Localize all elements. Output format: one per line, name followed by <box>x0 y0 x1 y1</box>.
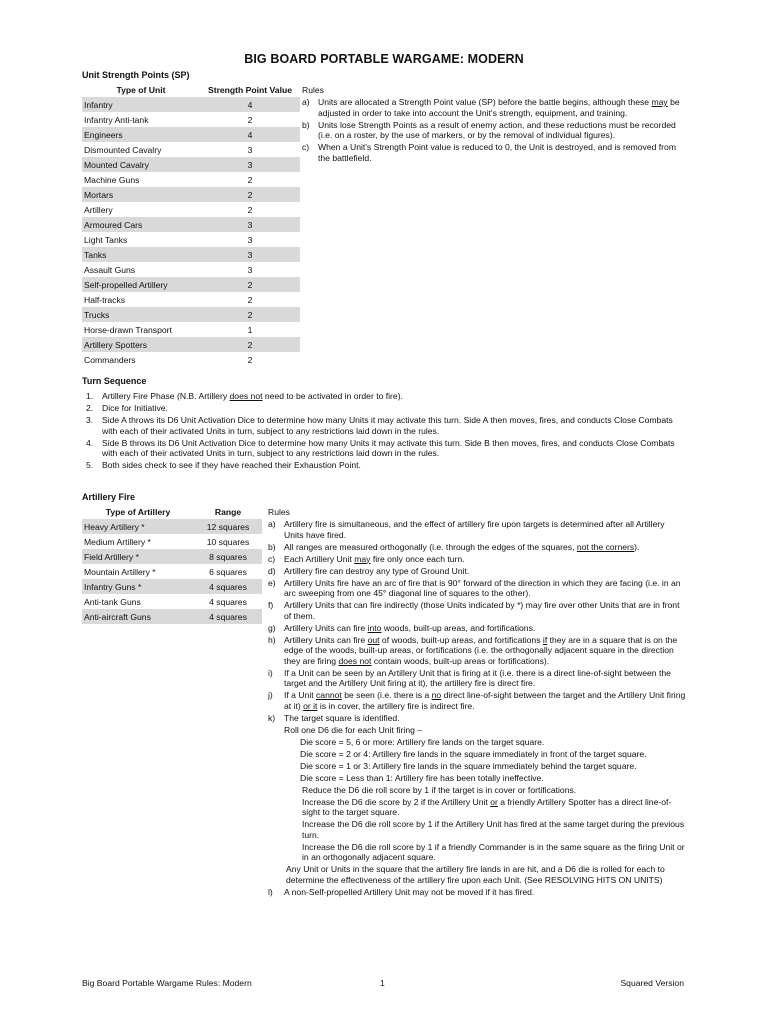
turn-item: 2. Dice for Initiative. <box>86 403 168 413</box>
art-cell-value: 6 squares <box>209 566 247 577</box>
sp-cell-value: 4 <box>200 97 300 112</box>
sp-rule-a: a) Units are allocated a Strength Point value (SP) before the battle begins, although these may be adjusted in order to take into account the Unit's strength, equipment, and training. <box>302 97 680 118</box>
art-die-3: Die score = 1 or 3: Artillery fire lands in the square immediately behind the target square. <box>300 760 637 771</box>
sp-cell-type: Mounted Cavalry <box>82 157 200 172</box>
art-cell-type: Infantry Guns * <box>82 579 194 594</box>
sp-row <box>82 247 300 262</box>
art-cell-value: 8 squares <box>194 549 262 564</box>
art-rules-header: Rules <box>268 507 290 517</box>
sp-row <box>82 262 300 277</box>
art-cell-type: Mountain Artillery * <box>84 566 156 577</box>
sp-rules-header: Rules <box>302 85 324 95</box>
art-cell-value: 4 squares <box>209 596 247 607</box>
art-rule-l: l) A non-Self-propelled Artillery Unit may not be moved if it has fired. <box>268 886 535 897</box>
art-roll: Roll one D6 die for each Unit firing – <box>284 724 423 735</box>
art-cell-type: Field Artillery * <box>82 549 194 564</box>
art-cell-value: 12 squares <box>194 519 262 534</box>
sp-rule-c: c) When a Unit's Strength Point value is reduced to 0, the Unit is destroyed, and is removed from the battlefield. <box>302 142 676 163</box>
turn-section-title: Turn Sequence <box>82 376 147 386</box>
turn-item: 4. Side B throws its D6 Unit Activation Dice to determine how many Units it may activate this turn. Side B then moves, fires, and conducts Close Combats with each of their activated Units in turn, subject to any restrictions laid down in the rules. <box>86 437 675 458</box>
art-rule-j: j) If a Unit cannot be seen (i.e. there is a no direct line-of-sight between the target and the Artillery Unit firing at it) or it is in cover, the artillery fire is indirect fire. <box>268 690 686 711</box>
sp-cell-type: Armoured Cars <box>82 217 200 232</box>
sp-row <box>82 217 300 232</box>
turn-sequence-list <box>86 391 686 472</box>
sp-cell-type: Mortars <box>82 187 200 202</box>
sp-cell-type: Dismounted Cavalry <box>84 144 162 155</box>
art-any: Any Unit or Units in the square that the artillery fire lands in are hit, and a D6 die is rolled for each to determine the effectiveness of the artillery fire upon each Unit. (See RESOLVING HITS ON UNITS) <box>286 864 665 885</box>
sp-cell-type: Infantry Anti-tank <box>84 114 149 125</box>
sp-cell-type: Trucks <box>82 307 200 322</box>
sp-row <box>82 322 300 337</box>
sp-cell-value: 2 <box>200 277 300 292</box>
sp-cell-type: Engineers <box>82 127 200 142</box>
art-row <box>82 564 262 579</box>
sp-row <box>82 187 300 202</box>
art-die-4: Die score = Less than 1: Artillery fire has been totally ineffective. <box>300 772 544 783</box>
art-row <box>82 534 262 549</box>
sp-cell-value: 4 <box>200 127 300 142</box>
sp-cell-type: Infantry <box>82 97 200 112</box>
sp-row <box>82 307 300 322</box>
art-rule-c: c) Each Artillery Unit may fire only once each turn. <box>268 553 465 564</box>
turn-item: 1. Artillery Fire Phase (N.B. Artillery does not need to be activated in order to fire). <box>86 391 403 401</box>
art-mod-2: Increase the D6 die score by 2 if the Artillery Unit or a friendly Artillery Spotter has a direct line-of-sight to the target square. <box>302 796 672 817</box>
art-col-type: Type of Artillery <box>105 507 171 517</box>
art-row <box>82 549 262 564</box>
art-cell-type: Medium Artillery * <box>84 536 151 547</box>
art-cell-value: 10 squares <box>206 536 250 547</box>
artillery-rules <box>268 507 686 899</box>
sp-cell-type: Light Tanks <box>84 234 128 245</box>
art-cell-type: Heavy Artillery * <box>82 519 194 534</box>
sp-cell-value: 2 <box>247 354 253 365</box>
sp-row <box>82 112 300 127</box>
sp-rule-b: b) Units lose Strength Points as a result of enemy action, and these reductions must be recorded (i.e. on a roster, by the use of markers, or by the removal of individual figures). <box>302 119 676 140</box>
sp-row <box>82 232 300 247</box>
sp-row <box>82 292 300 307</box>
sp-cell-value: 1 <box>247 324 253 335</box>
sp-col-type: Type of Unit <box>116 85 166 95</box>
sp-col-value: Strength Point Value <box>207 85 293 95</box>
art-cell-type: Anti-aircraft Guns <box>82 609 194 624</box>
sp-cell-value: 2 <box>247 294 253 305</box>
sp-cell-value: 2 <box>200 187 300 202</box>
sp-cell-value: 3 <box>200 247 300 262</box>
sp-rules <box>302 85 686 165</box>
sp-row <box>82 142 300 157</box>
art-mod-3: Increase the D6 die roll score by 1 if the Artillery Unit has fired at the same target during the previous turn. <box>302 819 685 840</box>
artillery-section-title: Artillery Fire <box>82 492 136 502</box>
sp-cell-value: 2 <box>247 174 253 185</box>
art-cell-value: 4 squares <box>194 609 262 624</box>
turn-item: 5. Both sides check to see if they have reached their Exhaustion Point. <box>86 460 361 470</box>
sp-cell-type: Commanders <box>84 354 136 365</box>
art-cell-value: 4 squares <box>194 579 262 594</box>
art-rule-a: a) Artillery fire is simultaneous, and the effect of artillery fire upon targets is determined after all Artillery Units have fired. <box>268 519 665 540</box>
sp-row <box>82 277 300 292</box>
footer-left: Big Board Portable Wargame Rules: Modern <box>82 978 252 988</box>
art-mod-1: Reduce the D6 die roll score by 1 if the target is in cover or fortifications. <box>302 784 577 795</box>
sp-cell-type: Assault Guns <box>84 264 136 275</box>
sp-cell-value: 3 <box>247 264 253 275</box>
sp-row <box>82 352 300 367</box>
sp-cell-value: 2 <box>200 337 300 352</box>
footer-page-number: 1 <box>380 978 385 988</box>
art-row <box>82 609 262 624</box>
sp-cell-type: Tanks <box>82 247 200 262</box>
footer-right: Squared Version <box>620 978 684 988</box>
sp-row <box>82 127 300 142</box>
art-rule-k: k) The target square is identified. <box>268 712 400 723</box>
sp-row <box>82 97 300 112</box>
art-row <box>82 519 262 534</box>
sp-cell-type: Self-propelled Artillery <box>82 277 200 292</box>
sp-row <box>82 202 300 217</box>
sp-cell-type: Artillery Spotters <box>82 337 200 352</box>
sp-cell-type: Machine Guns <box>84 174 140 185</box>
art-rule-b: b) All ranges are measured orthogonally (i.e. through the edges of the squares, not the corners). <box>268 541 640 552</box>
page-title: BIG BOARD PORTABLE WARGAME: MODERN <box>244 52 524 66</box>
art-rule-e: e) Artillery Units fire have an arc of fire that is 90° forward of the direction in which they are facing (i.e. in an arc sweeping from one 45° diagonal line of squares to the other). <box>268 577 681 598</box>
sp-row <box>82 172 300 187</box>
sp-row <box>82 157 300 172</box>
sp-cell-value: 3 <box>247 144 253 155</box>
art-row <box>82 594 262 609</box>
sp-cell-type: Artillery <box>84 204 113 215</box>
sp-cell-value: 2 <box>247 204 253 215</box>
sp-row <box>82 337 300 352</box>
sp-cell-value: 2 <box>247 114 253 125</box>
sp-cell-type: Horse-drawn Transport <box>84 324 172 335</box>
art-cell-type: Anti-tank Guns <box>84 596 141 607</box>
turn-item: 3. Side A throws its D6 Unit Activation Dice to determine how many Units it may activate this turn. Side A then moves, fires, and conducts Close Combats with each of their activated Units in turn, subject to any restrictions laid down in the rules. <box>86 415 673 436</box>
sp-table <box>82 83 300 367</box>
art-rule-h: h) Artillery Units can fire out of woods, built-up areas, and fortifications if they are in a square that is on the edge of the woods, built-up areas, or fortifications (i.e. the orthogonally adjacent square in the direction they are firing does not contain woods, built-up areas or fortifications). <box>268 634 678 666</box>
art-col-range: Range <box>214 507 242 517</box>
art-die-2: Die score = 2 or 4: Artillery fire lands in the square immediately in front of the target square. <box>300 748 647 759</box>
artillery-table <box>82 505 262 624</box>
sp-cell-value: 3 <box>247 234 253 245</box>
art-rule-d: d) Artillery fire can destroy any type of Ground Unit. <box>268 565 470 576</box>
art-mod-4: Increase the D6 die roll score by 1 if a friendly Commander is in the same square as the firing Unit or in an orthogonally adjacent square. <box>302 841 685 862</box>
sp-section-title: Unit Strength Points (SP) <box>82 70 190 80</box>
art-row <box>82 579 262 594</box>
sp-cell-value: 2 <box>200 307 300 322</box>
art-rule-i: i) If a Unit can be seen by an Artillery Unit that is firing at it (i.e. there is a direct line-of-sight between the target and the Artillery Unit firing at it), the artillery fire is direct fire. <box>268 667 671 688</box>
sp-cell-type: Half-tracks <box>84 294 126 305</box>
sp-cell-value: 3 <box>200 217 300 232</box>
art-rule-g: g) Artillery Units can fire into woods, built-up areas, and fortifications. <box>268 622 536 633</box>
sp-cell-value: 3 <box>200 157 300 172</box>
art-die-1: Die score = 5, 6 or more: Artillery fire lands on the target square. <box>300 736 545 747</box>
art-rule-f: f) Artillery Units that can fire indirectly (those Units indicated by *) may fire over other Units that are in front of them. <box>268 600 680 621</box>
